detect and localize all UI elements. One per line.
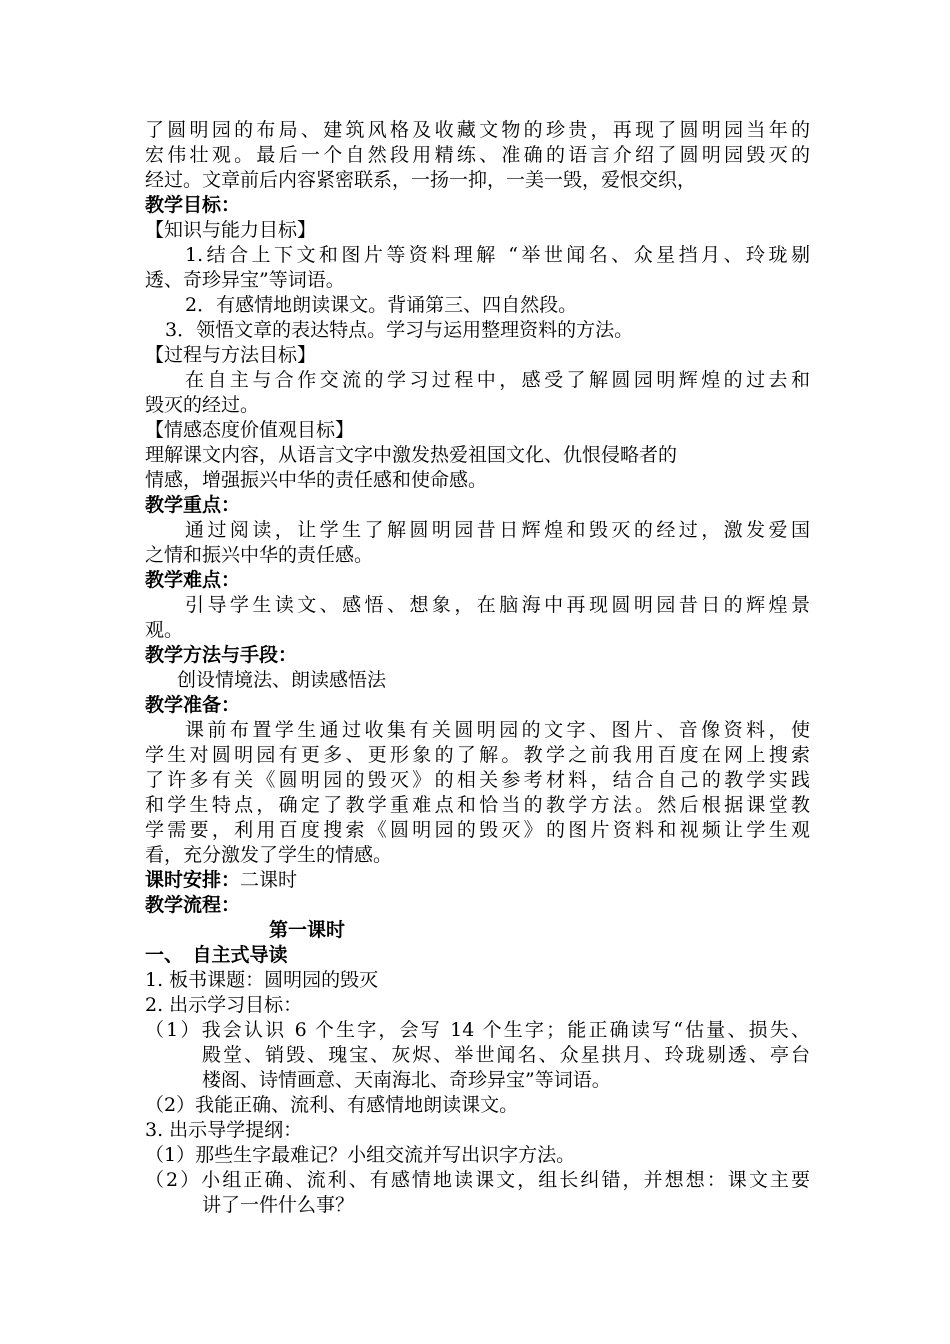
text-line-37: （1）我会认识 6 个生字，会写 14 个生字；能正确读写“估量、损失、 — [145, 1019, 810, 1041]
text-line-29: 学需要，利用百度搜索《圆明园的毁灭》的图片资料和视频让学生观 — [145, 819, 810, 841]
text-line-3: 经过。文章前后内容紧密联系，一扬一抑，一美一毁，爱恨交织， — [145, 169, 697, 191]
text-line-7: 透、奇珍异宝”等词语。 — [145, 269, 345, 291]
text-line-2: 宏伟壮观。最后一个自然段用精练、准确的语言介绍了圆明园毁灭的 — [145, 144, 810, 166]
text-line-22: 教学方法与手段： — [145, 644, 298, 666]
text-line-43: （2）小组正确、流利、有感情地读课文，组长纠错，并想想：课文主要 — [145, 1169, 810, 1191]
text-line-25: 课前布置学生通过收集有关圆明园的文字、图片、音像资料，使 — [185, 719, 810, 741]
text-line-24: 教学准备： — [145, 694, 241, 716]
text-line-11: 在自主与合作交流的学习过程中，感受了解圆园明辉煌的过去和 — [185, 369, 810, 391]
text-line-31 — [145, 868, 810, 893]
text-line-15: 情感，增强振兴中华的责任感和使命感。 — [145, 469, 488, 491]
text-line-30: 看，充分激发了学生的情感。 — [145, 844, 393, 866]
text-line-27: 了许多有关《圆明园的毁灭》的相关参考材料，结合自己的教学实践 — [145, 769, 810, 791]
text-line-10: 【过程与方法目标】 — [145, 344, 317, 366]
text-line-19: 教学难点： — [145, 569, 241, 591]
text-line-44: 讲了一件什么事？ — [202, 1194, 355, 1216]
text-line-14: 理解课文内容，从语言文字中激发热爱祖国文化、仇恨侵略者的 — [145, 444, 678, 466]
text-line-28: 和学生特点，确定了教学重难点和恰当的教学方法。然后根据课堂教 — [145, 794, 810, 816]
text-line-20: 引导学生读文、感悟、想象，在脑海中再现圆明园昔日的辉煌景 — [185, 594, 810, 616]
text-line-18: 之情和振兴中华的责任感。 — [145, 544, 374, 566]
text-segment: 二课时 — [240, 869, 298, 891]
text-line-32: 教学流程： — [145, 894, 241, 916]
text-line-23: 创设情境法、朗读感悟法 — [177, 669, 387, 691]
text-line-40: （2）我能正确、流利、有感情地朗读课文。 — [145, 1094, 519, 1116]
text-line-5: 【知识与能力目标】 — [145, 219, 317, 241]
text-line-4: 教学目标： — [145, 194, 241, 216]
text-line-16: 教学重点： — [145, 494, 241, 516]
text-line-13: 【情感态度价值观目标】 — [145, 419, 355, 441]
text-line-21: 观。 — [145, 619, 184, 641]
text-line-38: 殿堂、销毁、瑰宝、灰烬、举世闻名、众星拱月、玲珑剔透、亭台 — [202, 1044, 810, 1066]
text-segment: 课时安排： — [145, 869, 241, 891]
text-line-17: 通过阅读，让学生了解圆明园昔日辉煌和毁灭的经过，激发爱国 — [185, 519, 810, 541]
text-line-6: 1.结合上下文和图片等资料理解 “举世闻名、众星挡月、玲珑剔 — [185, 244, 810, 266]
text-line-12: 毁灭的经过。 — [145, 394, 260, 416]
text-line-8: 2．有感情地朗读课文。背诵第三、四自然段。 — [185, 294, 578, 316]
text-line-41: 3. 出示导学提纲： — [145, 1119, 303, 1141]
text-line-9: 3．领悟文章的表达特点。学习与运用整理资料的方法。 — [165, 319, 634, 341]
text-line-42: （1）那些生字最难记？小组交流并写出识字方法。 — [145, 1144, 576, 1166]
text-line-1: 了圆明园的布局、建筑风格及收藏文物的珍贵，再现了圆明园当年的 — [145, 119, 810, 141]
text-line-36: 2. 出示学习目标： — [145, 994, 303, 1016]
text-line-35: 1. 板书课题：圆明园的毁灭 — [145, 969, 379, 991]
text-line-33: 第一课时 — [269, 919, 346, 941]
text-line-34: 一、 自主式导读 — [145, 944, 288, 966]
text-line-26: 学生对圆明园有更多、更形象的了解。教学之前我用百度在网上搜索 — [145, 744, 810, 766]
text-line-39: 楼阁、诗情画意、天南海北、奇珍异宝”等词语。 — [202, 1069, 611, 1091]
document-page — [145, 118, 810, 1218]
